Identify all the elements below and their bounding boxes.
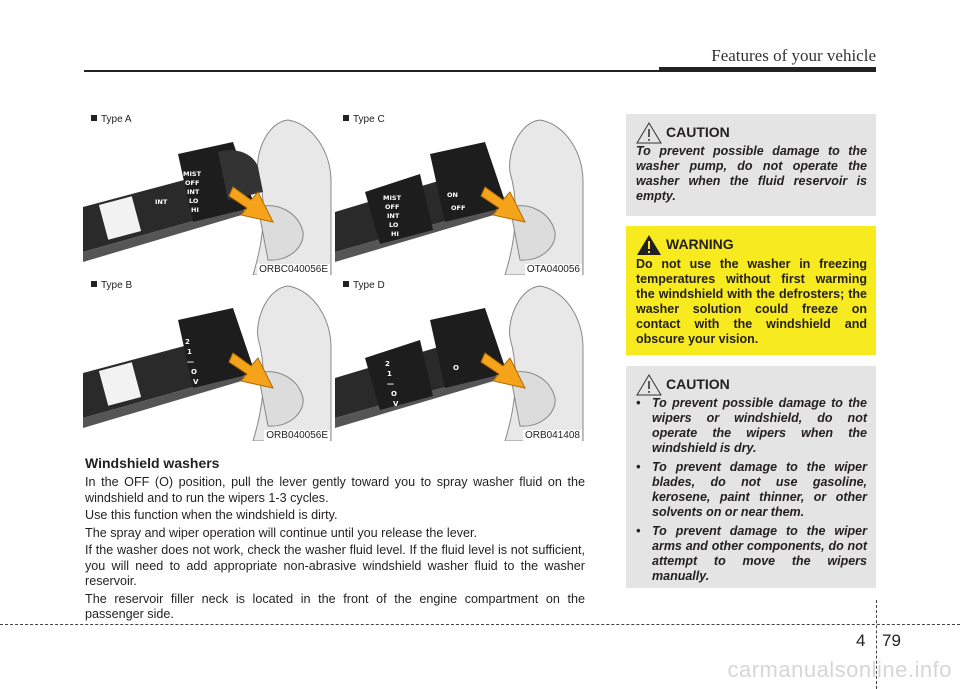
- warning-text: Do not use the washer in freezing temperatures without first warming the windshield with the defrosters; the washer solution could freeze on contact with the windshield and obscure your vision.: [636, 257, 867, 346]
- caution-title: CAUTION: [666, 376, 730, 392]
- lever-mark: MIST: [383, 194, 402, 202]
- body-paragraph: The spray and wiper operation will continue until you release the lever.: [85, 525, 478, 540]
- lever-mark: OFF: [185, 179, 200, 187]
- figure-panel-type-a: [83, 112, 332, 275]
- figure-code: ORB041408: [524, 430, 580, 441]
- lever-mark: V: [193, 378, 199, 386]
- caution-box-wipers: [626, 366, 876, 588]
- lever-mark: V: [393, 400, 399, 408]
- caution-item: • To prevent possible damage to the wipers or windshield, do not operate the wipers when the windshield is dry.: [636, 396, 867, 456]
- lever-illustration: [83, 278, 332, 441]
- caution-text: To prevent possible damage to the washer pump, do not operate the washer when the fluid reservoir is empty.: [636, 144, 867, 203]
- lever-mark: 2: [385, 360, 390, 368]
- lever-mark: O: [391, 390, 397, 398]
- figure-code: OTA040056: [526, 264, 580, 275]
- caution-triangle-icon: [636, 374, 662, 396]
- body-paragraph: Use this function when the windshield is dirty.: [85, 508, 338, 522]
- lever-mark: 1: [387, 370, 392, 378]
- footer-dashed-rule: [0, 624, 960, 625]
- lever-mark: INT: [387, 212, 400, 220]
- header-rule: [84, 70, 659, 72]
- lever-illustration: [83, 112, 332, 275]
- caution-triangle-icon: [636, 122, 662, 144]
- type-label: Type C: [353, 114, 385, 125]
- section-title: Windshield washers: [85, 455, 220, 471]
- chapter-number: 4: [856, 631, 866, 650]
- page-number: 79: [882, 631, 901, 650]
- lever-mark: 2: [185, 338, 190, 346]
- figure-panel-type-b: [83, 278, 332, 441]
- lever-mark: INT: [187, 188, 200, 196]
- warning-title: WARNING: [666, 236, 734, 252]
- lever-mark: 1: [187, 348, 192, 356]
- lever-mark: O: [191, 368, 197, 376]
- figure-code: ORB040056E: [266, 430, 328, 441]
- type-label: Type D: [353, 280, 385, 291]
- caution-title: CAUTION: [666, 124, 730, 140]
- watermark: carmanualsonline.info: [727, 657, 952, 682]
- type-label: Type A: [101, 114, 132, 125]
- type-label: Type B: [101, 280, 133, 291]
- lever-mark: HI: [391, 230, 399, 238]
- lever-mark: ON: [447, 191, 458, 199]
- figure-panel-type-d: [335, 278, 584, 441]
- warning-triangle-icon: [636, 234, 662, 256]
- lever-illustration: [335, 278, 584, 441]
- section-body: [85, 475, 585, 625]
- lever-mark: —: [387, 380, 394, 388]
- lever-mark: —: [187, 358, 194, 366]
- body-paragraph: The reservoir filler neck is located in the front of the engine compartment on the passenger side.: [85, 591, 585, 621]
- header-title: Features of your vehicle: [711, 46, 876, 65]
- header-bar: [659, 67, 876, 72]
- lever-mark: HI: [191, 206, 199, 214]
- caution-item: • To prevent damage to the wiper arms and other components, do not attempt to move the wipers manually.: [636, 524, 867, 584]
- caution-item: • To prevent damage to the wiper blades, do not use gasoline, kerosene, paint thinner, or other solvents on or near them.: [636, 460, 867, 520]
- lever-figure: [83, 112, 584, 441]
- body-paragraph: In the OFF (O) position, pull the lever gently toward you to spray washer fluid on the windshield and to run the wipers 1-3 cycles.: [85, 475, 585, 505]
- lever-mark: OFF: [451, 204, 466, 212]
- lever-mark: MIST: [183, 170, 202, 178]
- lever-mark: INT: [155, 198, 168, 206]
- figure-code: ORBC040056E: [259, 264, 328, 275]
- warning-box-freezing: [626, 226, 876, 355]
- lever-mark: O: [453, 364, 459, 372]
- lever-illustration: [335, 112, 584, 275]
- lever-mark: LO: [389, 221, 399, 229]
- caution-box-washer-pump: [626, 114, 876, 216]
- lever-mark: LO: [189, 197, 199, 205]
- body-paragraph: If the washer does not work, check the washer fluid level. If the fluid level is not sufficient, you will need to add appropriate non-abrasive windshield washer fluid to the washer reservoir.: [85, 543, 585, 588]
- figure-panel-type-c: [335, 112, 584, 275]
- lever-mark: OFF: [385, 203, 400, 211]
